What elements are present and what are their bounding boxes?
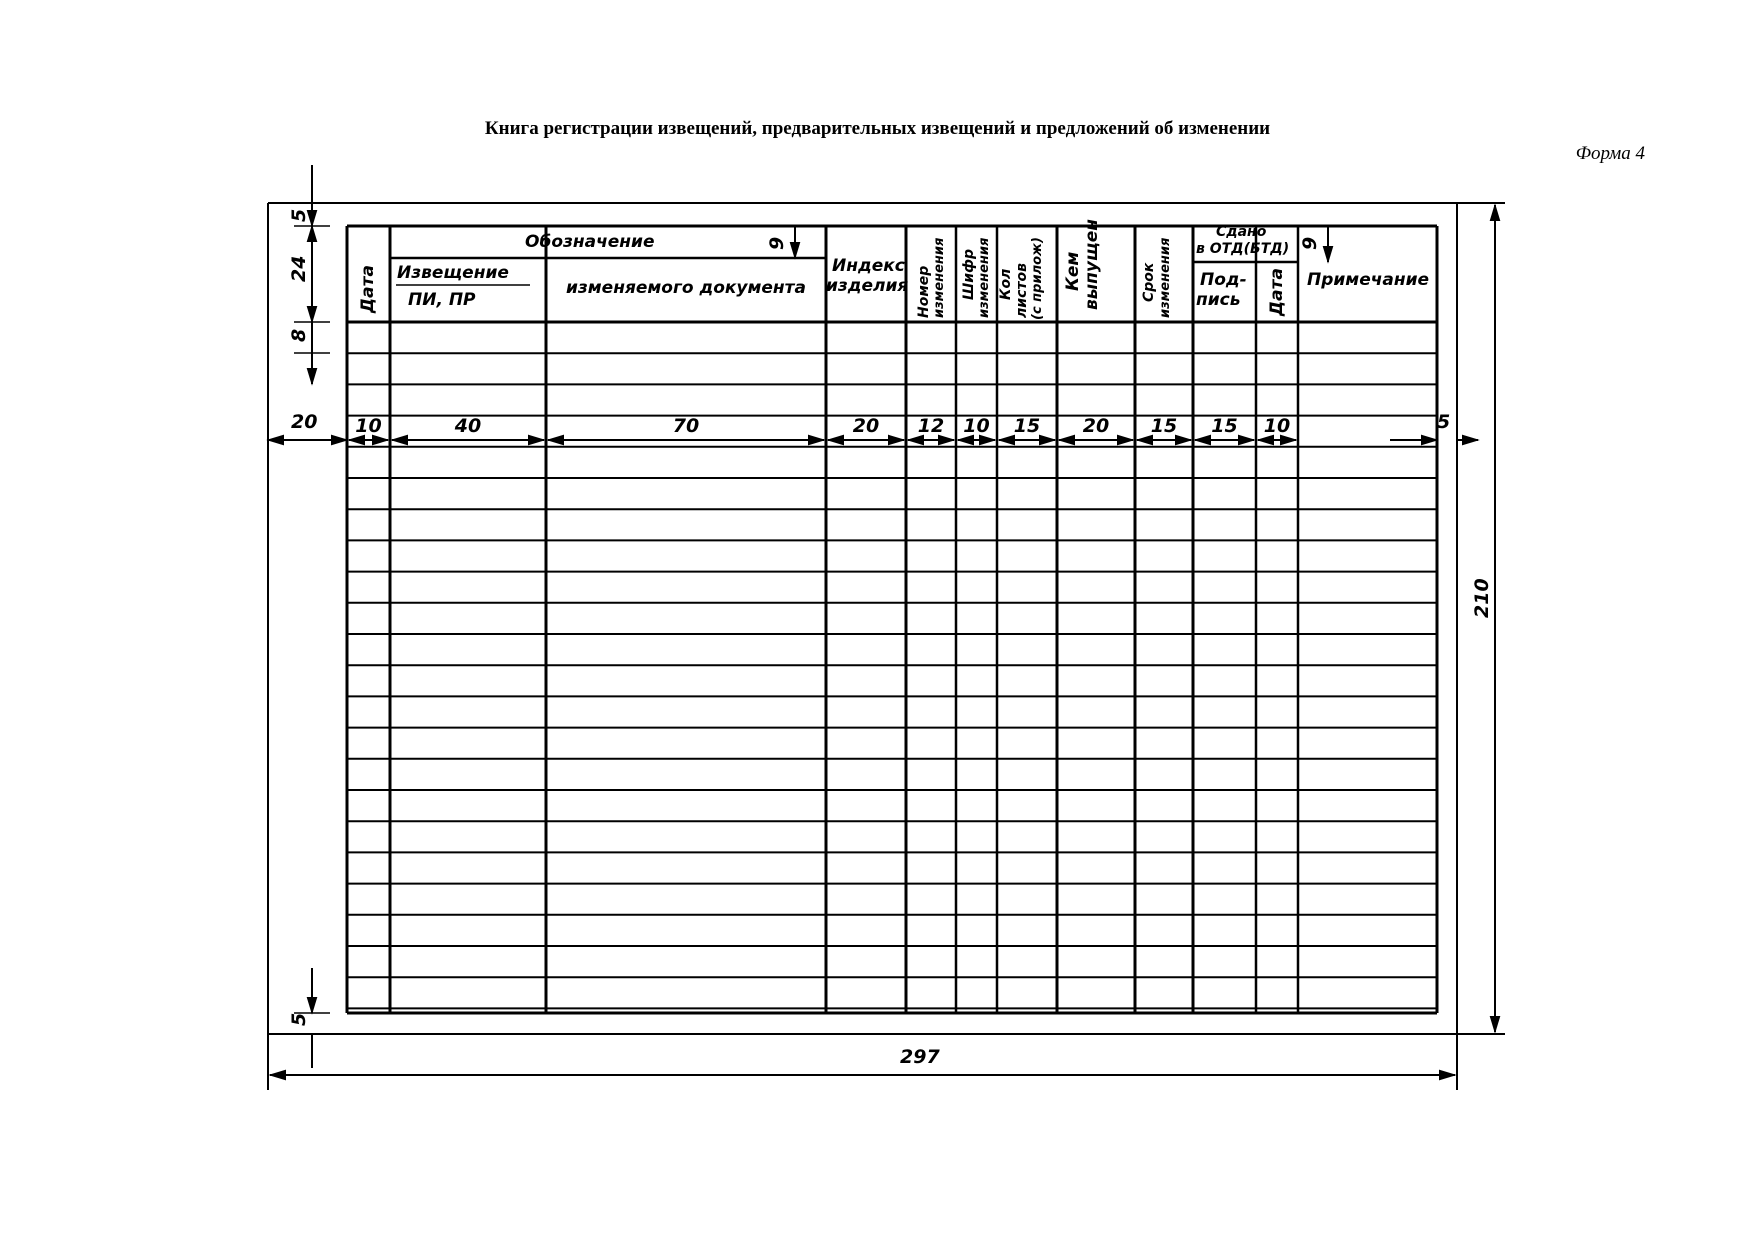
header-data: Дата (358, 265, 378, 313)
header-podpis-1: Под- (1200, 270, 1247, 290)
dim-right-margin: 5 (1437, 411, 1451, 433)
header-nomer: Номер (916, 265, 932, 318)
header-izdeliya: изделия (826, 276, 909, 296)
column-width-label: 20 (852, 415, 880, 437)
header-podpis-2: пись (1196, 290, 1241, 310)
column-width-label: 15 (1211, 415, 1238, 437)
dim-total-width: 297 (900, 1046, 940, 1068)
table-grid (268, 203, 1457, 1034)
dim-left-margin: 20 (291, 411, 318, 433)
header-pi-pr: ПИ, ПР (408, 290, 476, 310)
form-label: Форма 4 (1575, 143, 1645, 164)
header-kem: Кем (1063, 251, 1083, 291)
header-nomer-izm: изменения (932, 237, 947, 318)
header-primechanie: Примечание (1307, 270, 1430, 290)
column-width-label: 10 (355, 415, 382, 437)
header-izveshchenie: Извещение (397, 263, 509, 283)
dim-bottom-margin: 5 (288, 1012, 310, 1026)
column-width-label: 10 (963, 415, 990, 437)
header-srok: Срок (1141, 262, 1157, 302)
column-width-labels (355, 415, 1290, 437)
dim-top-margin: 5 (288, 208, 310, 222)
dim-row-height: 8 (288, 328, 310, 342)
header-listov: листов (1014, 263, 1030, 318)
header-oboznachenie: Обозначение (525, 232, 655, 252)
column-width-label: 15 (1013, 415, 1041, 437)
header-vypushchen: выпущен (1082, 218, 1102, 310)
dim-sub-row-2: 9 (1299, 236, 1321, 250)
column-width-label: 20 (1082, 415, 1110, 437)
header-shifr-izm: изменения (977, 237, 992, 318)
page-title: Книга регистрации извещений, предварительных извещений и предложений об изменении (484, 118, 1271, 139)
column-width-label: 12 (917, 415, 945, 437)
dimension-labels (288, 209, 1493, 1068)
header-indeks: Индекс (832, 256, 905, 276)
header-srok-izm: изменения (1158, 237, 1173, 318)
header-otd-btd: в ОТД(БТД) (1196, 241, 1290, 257)
header-kol: Кол (998, 268, 1014, 300)
header-shifr: Шифр (961, 248, 977, 300)
header-izmenyaemogo: изменяемого документа (566, 278, 806, 298)
header-s-prilozh: (с прилож) (1030, 237, 1045, 320)
column-width-label: 40 (454, 415, 482, 437)
column-width-label: 70 (672, 415, 700, 437)
dim-total-height: 210 (1471, 578, 1493, 618)
header-data-2: Дата (1267, 268, 1287, 316)
dim-header-height: 24 (288, 255, 310, 282)
dim-sub-row: 9 (766, 236, 788, 250)
column-width-label: 10 (1263, 415, 1291, 437)
table-header (358, 219, 1429, 320)
column-width-label: 15 (1150, 415, 1178, 437)
header-sdano: Сдано (1216, 224, 1267, 240)
